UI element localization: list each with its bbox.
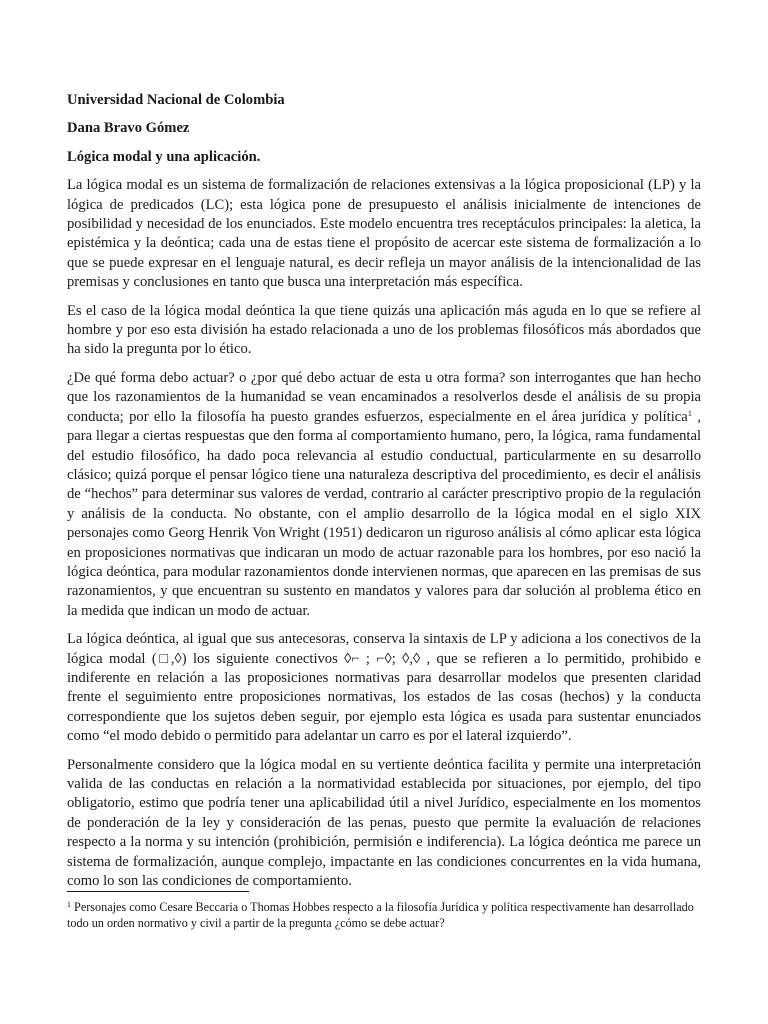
paragraph-3 [67,369,701,621]
footnote-divider [67,891,249,892]
footnote [67,899,701,931]
paragraph-4: La lógica deóntica, al igual que sus antecesoras, conserva la sintaxis de LP y adiciona a los conectivos de la lógica modal (□,◊) los siguiente conectivos ◊⌐ ; ⌐◊; ◊,◊ , que se refieren a lo permitido, prohibido e indiferente en relación a las proposiciones normativas para desarrollar modelos que presenten claridad frente el seguimiento entre proposiciones normativas, los estados de las cosas (hechos) y la conducta correspondiente que los sujetos deben seguir, por ejemplo esta lógica es usada para sustentar enunciados como “el modo debido o permitido para adelantar un carro es por el lateral izquierdo”. [67,631,701,745]
paragraph-1: La lógica modal es un sistema de formalización de relaciones extensivas a la lógica proposicional (LP) y la lógica de predicados (LC); esta lógica pone de presupuesto el análisis inicialmente de intenciones de posibilidad y necesidad de los enunciados. Este modelo encuentra tres receptáculos principales: la aletica, la epistémica y la deóntica; cada una de estas tiene el propósito de acercar este sistema de formalización a lo que se puede expresar en el lenguaje natural, es decir refleja un mayor análisis de la intencionalidad de las premisas y conclusiones en tanto que busca una interpretación más específica. [67,177,701,291]
paragraph-2: Es el caso de la lógica modal deóntica la que tiene quizás una aplicación más aguda en lo que se refiere al hombre y por eso esta división ha estado relacionada a uno de los problemas filosóficos más abordados que ha sido la pregunta por lo ético. [67,302,701,358]
footnote-text: Personajes como Cesare Beccaria o Thomas Hobbes respecto a la filosofía Jurídica y política respectivamente han desarrollado todo un orden normativo y civil a partir de la pregunta ¿cómo se debe actuar? [67,900,694,930]
paragraph-3-text-b: , para llegar a ciertas respuestas que den forma al comportamiento humano, pero, la lógica, rama fundamental del estudio filosófico, ha dado poca relevancia al estudio conductual, particularmente en su desarrollo clásico; quizá porque el pensar lógico tiene una naturaleza descriptiva del procedimiento, es decir el análisis de “hechos” para determinar sus valores de verdad, contrario al carácter prescriptivo propio de la regulación y análisis de la conducta. No obstante, con el amplio desarrollo de la lógica modal en el siglo XIX personajes como Georg Henrik Von Wright (1951) dedicaron un riguroso análisis al cómo aplicar esta lógica en proposiciones normativas que indicaran un modo de actuar razonable para los hombres, por eso nació la lógica deóntica, para modular razonamientos donde intervienen normas, que aparecen en las premisas de sus razonamientos, y que encuentran su sustento en mandatos y valores para dar solución al problema ético en la medida que indican un modo de actuar. [67,408,702,619]
paragraph-5: Personalmente considero que la lógica modal en su vertiente deóntica facilita y permite una interpretación valida de las conductas en relación a la normatividad establecida por situaciones, por ejemplo, del tipo obligatorio, estimo que podría tener una aplicabilidad útil a nivel Jurídico, especialmente en los momentos de ponderación de la ley y consideración de las penas, puesto que permite la evaluación de relaciones respecto a la norma y su intención (prohibición, permisión e indiferencia). La lógica deóntica me parece un sistema de formalización, aunque complejo, impactante en las condiciones concurrentes en la vida humana, como lo son las condiciones de comportamiento. [67,756,701,890]
document-page [67,91,701,900]
institution-name: Universidad Nacional de Colombia [67,92,285,108]
footnote-reference: 1 [687,407,692,418]
footnote-marker: 1 [67,900,71,909]
author-name: Dana Bravo Gómez [67,120,190,137]
paragraph-3-text-a: ¿De qué forma debo actuar? o ¿por qué debo actuar de esta u otra forma? son interrogantes que han hecho que los razonamientos de la humanidad se vean encaminados a resolverlos desde el análisis de su propia conducta; por ello la filosofía ha puesto grandes esfuerzos, especialmente en el área jurídica y política [67,369,701,425]
document-title: Lógica modal y una aplicación. [67,148,261,165]
